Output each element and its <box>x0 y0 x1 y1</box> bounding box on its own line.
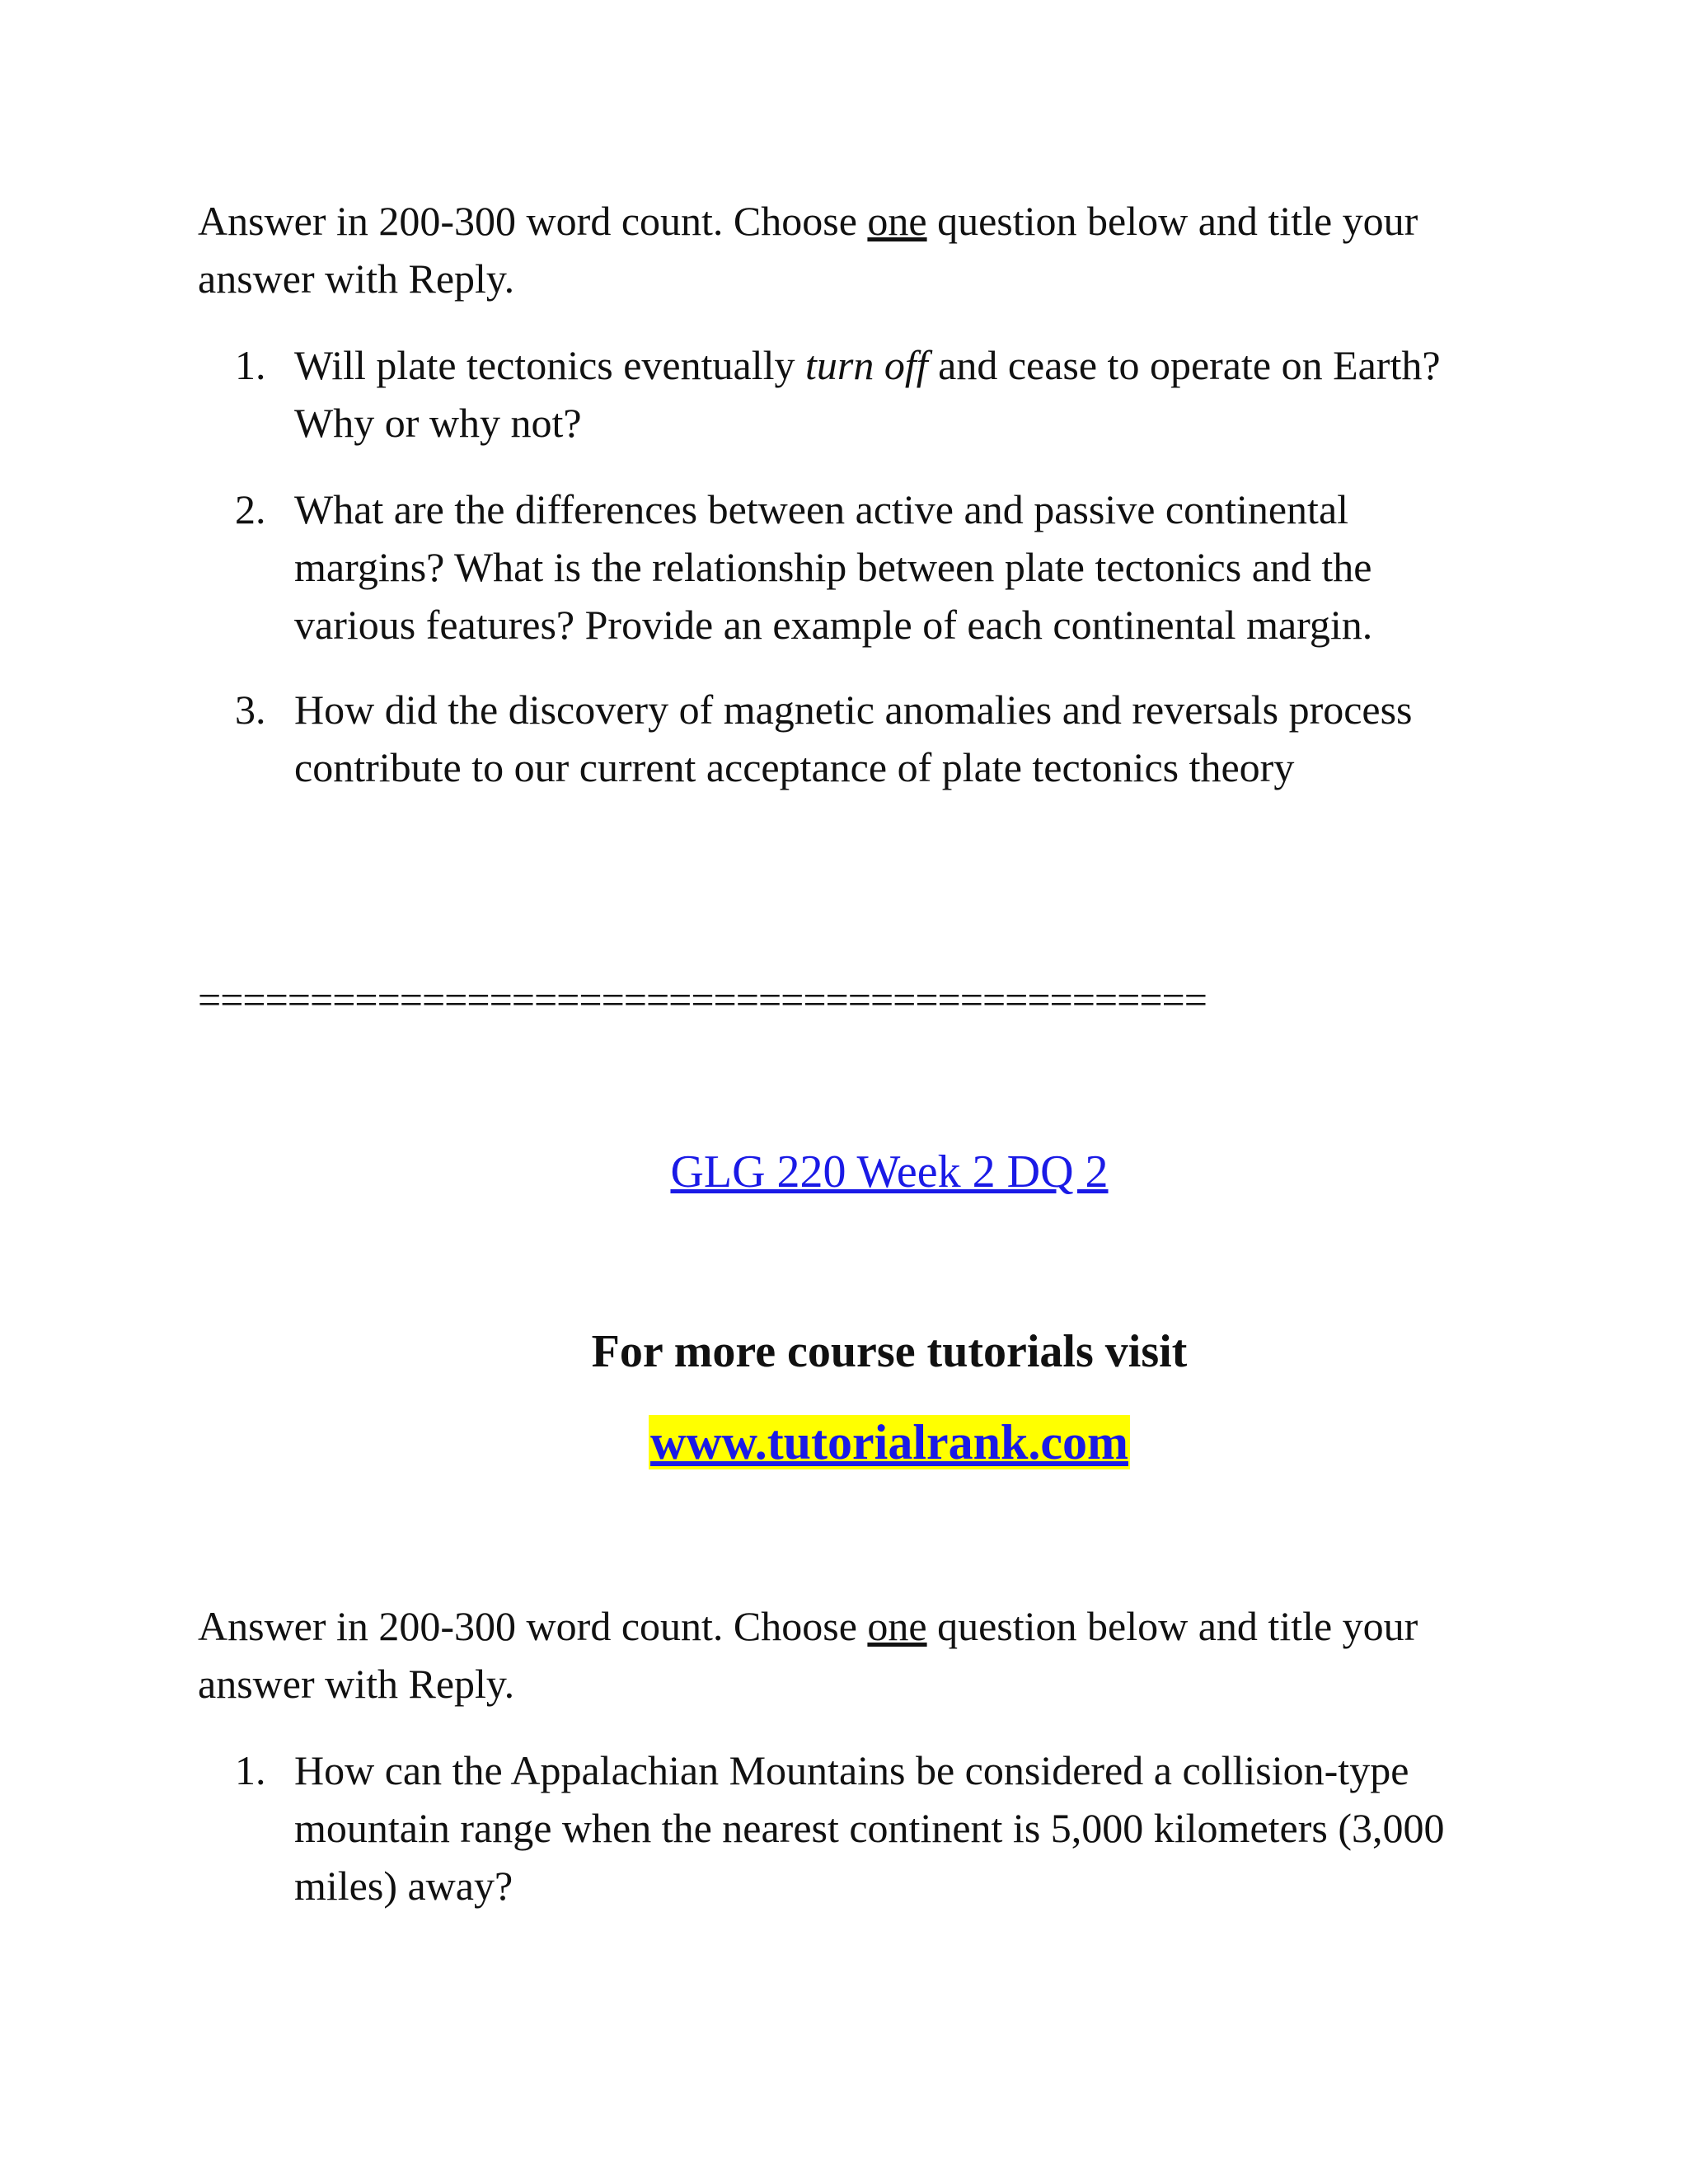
question-text <box>294 336 1471 452</box>
course-title-link[interactable]: GLG 220 Week 2 DQ 2 <box>670 1146 1109 1197</box>
promo-website-link[interactable]: www.tutorialrank.com <box>650 1415 1128 1469</box>
question-text: How can the Appalachian Mountains be considered a collision-type mountain range when the nearest continent is 5,000 kilometers (3,000 miles) away? <box>294 1747 1445 1909</box>
question-text-italic: turn off <box>805 342 928 388</box>
question-text-start: Will plate tectonics eventually <box>294 342 805 388</box>
question-number: 1. <box>235 342 266 388</box>
section1-question-1 <box>235 336 1471 452</box>
separator-line: ============================================= <box>198 977 1207 1023</box>
promo-visit-text: For more course tutorials visit <box>591 1326 1188 1377</box>
section1-intro-prefix: Answer in 200-300 word count. Choose <box>198 198 868 244</box>
question-number: 1. <box>235 1747 266 1793</box>
course-title-row <box>0 1139 1688 1205</box>
question-text-end: and cease to operate on Earth? Why or why not? <box>294 342 1441 446</box>
section1-question-3 <box>235 681 1471 796</box>
question-number: 2. <box>235 486 266 532</box>
section2-intro-suffix: question below and title your answer with Reply. <box>198 1603 1418 1707</box>
question-text: How did the discovery of magnetic anomalies and reversals process contribute to our current acceptance of plate tectonics theory <box>294 687 1413 790</box>
section1-instructions <box>198 192 1484 307</box>
question-number: 3. <box>235 687 266 733</box>
question-text: What are the differences between active and passive continental margins? What is the relationship between plate tectonics and the various features? Provide an example of each continental margin. <box>294 486 1373 648</box>
section1-intro-underlined: one <box>867 198 927 244</box>
section2-intro-prefix: Answer in 200-300 word count. Choose <box>198 1603 868 1649</box>
section2-instructions <box>198 1597 1484 1713</box>
section1-intro-suffix: question below and title your answer with Reply. <box>198 198 1418 302</box>
section2-question-1 <box>235 1741 1471 1915</box>
section1-question-2 <box>235 480 1471 654</box>
promo-website-row <box>0 1409 1688 1475</box>
section2-intro-underlined: one <box>867 1603 927 1649</box>
